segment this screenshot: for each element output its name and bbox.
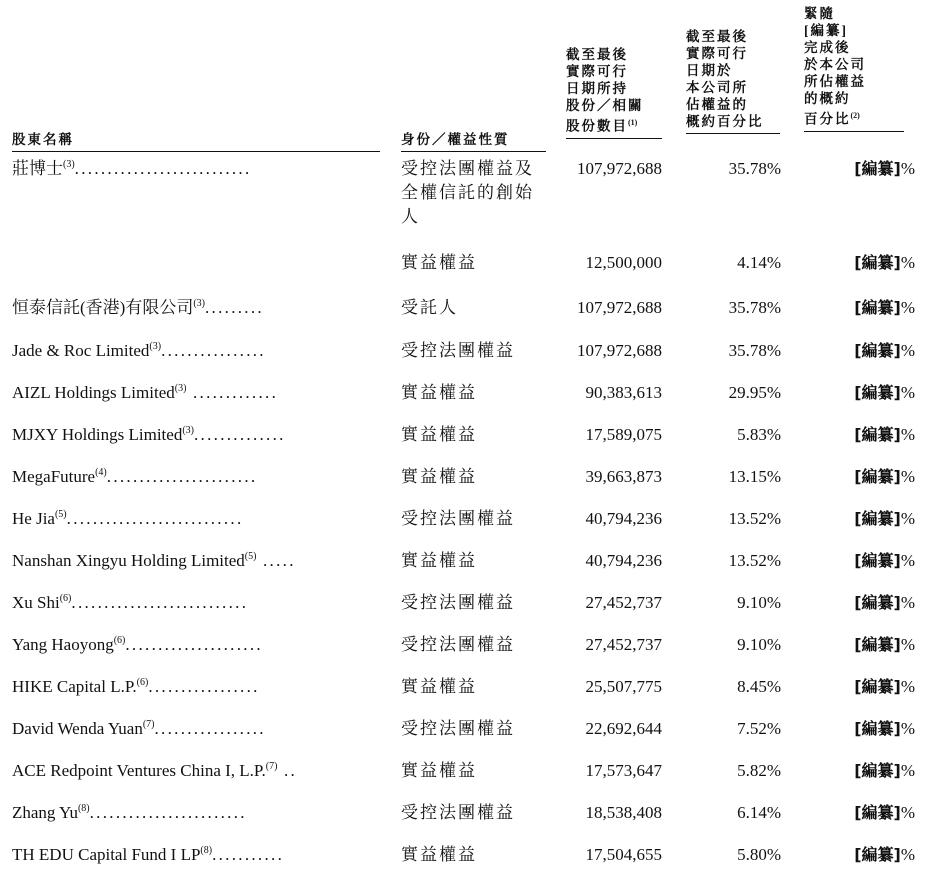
table-row: [0, 801, 927, 825]
share-count: 107,972,688: [577, 298, 662, 317]
shareholder-name: He Jia$^{(5)}$...........................: [12, 509, 244, 528]
table-row: [0, 549, 927, 573]
table-row: [0, 423, 927, 447]
redacted-value: [編纂]: [854, 677, 901, 696]
share-count: 12,500,000: [585, 253, 662, 272]
percentage: 35.78%: [728, 341, 781, 360]
redacted-value: [編纂]: [854, 761, 901, 780]
share-count: 107,972,688: [577, 341, 662, 360]
note-ref: (3): [182, 425, 194, 436]
share-count: 22,692,644: [585, 719, 662, 738]
dot-leader: ..............: [194, 425, 286, 444]
note-ref: (3): [174, 383, 187, 394]
percentage: 13.15%: [728, 467, 781, 486]
after-percentage: [790, 759, 915, 783]
after-percentage: [790, 157, 915, 181]
percentage: 5.83%: [737, 425, 781, 444]
shareholder-name: ACE Redpoint Ventures China I, L.P.$^{(7)}$ ..: [12, 761, 298, 780]
share-count: 39,663,873: [585, 467, 662, 486]
percent-sign: %: [900, 298, 915, 317]
note-ref: (3): [149, 341, 162, 352]
percent-sign: %: [900, 467, 915, 486]
percent-sign: %: [900, 635, 915, 654]
redacted-value: [編纂]: [854, 719, 901, 738]
capacity: 受控法團權益: [401, 509, 515, 528]
capacity: 實益權益: [401, 551, 477, 570]
pct-line: 實際可行: [686, 46, 748, 61]
dot-leader: .................: [154, 719, 266, 738]
pct-line: 本公司所: [686, 80, 748, 95]
percentage: 9.10%: [737, 635, 781, 654]
shareholder-name: Xu Shi$^{(6)}$...........................: [12, 593, 249, 612]
percent-sign: %: [900, 593, 915, 612]
shareholder-name: Nanshan Xingyu Holding Limited$^{(5)}$ .....: [12, 551, 296, 570]
pct-line: 日期於: [686, 63, 733, 78]
percent-sign: %: [900, 551, 915, 570]
capacity: 實益權益: [401, 383, 477, 402]
note-ref: (8): [200, 845, 213, 856]
shares-line: 股份數目$^{(1)}$: [566, 118, 638, 134]
capacity: 實益權益: [401, 253, 477, 272]
share-count: 40,794,236: [585, 551, 662, 570]
after-percentage: [790, 801, 915, 825]
percent-sign: %: [900, 845, 915, 864]
shares-note: (1): [628, 118, 638, 127]
note-ref: (3): [193, 298, 205, 309]
after-line: 所佔權益: [804, 74, 866, 89]
note-ref: (6): [136, 677, 149, 688]
redacted-value: [編纂]: [854, 845, 901, 864]
percentage: 35.78%: [728, 298, 781, 317]
percentage: 5.82%: [737, 761, 781, 780]
redacted-value: [編纂]: [854, 341, 901, 360]
percent-sign: %: [900, 719, 915, 738]
after-percentage: [790, 339, 915, 363]
capacity: 受控法團權益: [401, 719, 515, 738]
after-percentage: [790, 675, 915, 699]
shareholder-name: David Wenda Yuan$^{(7)}$.................: [12, 719, 266, 738]
table-row: [0, 591, 927, 615]
dot-leader: .....................: [125, 635, 263, 654]
dot-leader: .......................: [106, 467, 258, 486]
percentage: 7.52%: [737, 719, 781, 738]
after-line: 緊隨: [804, 6, 835, 21]
capacity: 受託人: [401, 298, 458, 317]
after-line: 完成後: [804, 40, 851, 55]
percentage: 4.14%: [737, 253, 781, 272]
share-count: 17,573,647: [585, 761, 662, 780]
redacted-value: [編纂]: [854, 593, 901, 612]
redacted-value: [編纂]: [854, 298, 901, 317]
share-count: 27,452,737: [585, 635, 662, 654]
table-row: [0, 465, 927, 489]
percent-sign: %: [900, 383, 915, 402]
capacity: 受控法團權益: [401, 593, 515, 612]
after-line: 的概約: [804, 91, 851, 106]
after-line: 百分比$^{(2)}$: [804, 111, 860, 127]
shareholder-name: 莊博士$^{(3)}$...........................: [12, 159, 252, 178]
redacted-value: [編纂]: [854, 509, 901, 528]
header-percentage: [686, 28, 780, 134]
table-row: [0, 157, 927, 226]
table-row: [0, 843, 927, 867]
dot-leader: ...........................: [66, 509, 244, 528]
pct-line: 截至最後: [686, 29, 748, 44]
percent-sign: %: [900, 341, 915, 360]
dot-leader: .............: [186, 383, 279, 402]
after-percentage: [790, 591, 915, 615]
percentage: 29.95%: [728, 383, 781, 402]
capacity: 受控法團權益及全權信託的創始人: [401, 159, 534, 226]
note-ref: (5): [244, 551, 257, 562]
share-count: 18,538,408: [585, 803, 662, 822]
after-percentage: [790, 717, 915, 741]
header-capacity-text: 身份／權益性質: [401, 132, 510, 147]
after-percentage: [790, 549, 915, 573]
shareholder-name: TH EDU Capital Fund I LP$^{(8)}$...........: [12, 845, 285, 864]
table-row: [0, 251, 927, 275]
pct-line: 概約百分比: [686, 114, 764, 129]
dot-leader: ........................: [89, 803, 247, 822]
redacted-value: [編纂]: [854, 467, 901, 486]
share-count: 27,452,737: [585, 593, 662, 612]
shareholder-name: Yang Haoyong$^{(6)}$.....................: [12, 635, 263, 654]
capacity: 實益權益: [401, 677, 477, 696]
share-count: 17,504,655: [585, 845, 662, 864]
redacted-value: [編纂]: [854, 253, 901, 272]
after-percentage: [790, 843, 915, 867]
note-ref: (3): [63, 159, 75, 170]
share-count: 40,794,236: [585, 509, 662, 528]
after-percentage: [790, 423, 915, 447]
share-count: 107,972,688: [577, 159, 662, 178]
note-ref: (7): [142, 719, 155, 730]
percentage: 13.52%: [728, 509, 781, 528]
dot-leader: ...........: [212, 845, 285, 864]
table-row: [0, 759, 927, 783]
note-ref: (7): [265, 761, 278, 772]
dot-leader: ..: [277, 761, 298, 780]
redacted-value: [編纂]: [854, 635, 901, 654]
redacted-value: [編纂]: [854, 425, 901, 444]
after-note: (2): [850, 111, 860, 120]
after-line: [編纂]: [804, 23, 848, 38]
capacity: 受控法團權益: [401, 341, 515, 360]
percent-sign: %: [900, 509, 915, 528]
pct-line: 佔權益的: [686, 97, 748, 112]
after-percentage: [790, 381, 915, 405]
note-ref: (5): [54, 509, 67, 520]
shares-line: 日期所持: [566, 81, 628, 96]
shareholder-name: MegaFuture$^{(4)}$.......................: [12, 467, 258, 486]
table-row: [0, 633, 927, 657]
after-percentage: [790, 465, 915, 489]
percent-sign: %: [900, 761, 915, 780]
header-shares: [566, 46, 662, 139]
table-row: [0, 717, 927, 741]
percent-sign: %: [900, 677, 915, 696]
after-percentage: [790, 633, 915, 657]
share-count: 90,383,613: [585, 383, 662, 402]
shares-line: 實際可行: [566, 64, 628, 79]
capacity: 實益權益: [401, 845, 477, 864]
after-percentage: [790, 251, 915, 275]
dot-leader: .........: [205, 298, 264, 317]
redacted-value: [編纂]: [854, 551, 901, 570]
note-ref: (6): [113, 635, 126, 646]
shares-line: 截至最後: [566, 47, 628, 62]
percent-sign: %: [900, 803, 915, 822]
shares-line: 股份／相關: [566, 98, 644, 113]
shareholder-name: AIZL Holdings Limited$^{(3)}$ .............: [12, 383, 279, 402]
table-row: [0, 339, 927, 363]
note-ref: (8): [77, 803, 90, 814]
header-shareholder-name: [12, 131, 380, 152]
after-line: 於本公司: [804, 57, 866, 72]
after-percentage: [790, 507, 915, 531]
redacted-value: [編纂]: [854, 383, 901, 402]
header-capacity: [401, 131, 546, 152]
table-row: [0, 381, 927, 405]
header-name-text: 股東名稱: [12, 132, 74, 147]
dot-leader: .................: [148, 677, 260, 696]
percentage: 5.80%: [737, 845, 781, 864]
table-row: [0, 296, 927, 320]
redacted-value: [編纂]: [854, 159, 901, 178]
percent-sign: %: [900, 159, 915, 178]
capacity: 受控法團權益: [401, 635, 515, 654]
shareholder-name: Jade & Roc Limited$^{(3)}$................: [12, 341, 266, 360]
percentage: 13.52%: [728, 551, 781, 570]
dot-leader: .....: [256, 551, 296, 570]
percentage: 35.78%: [728, 159, 781, 178]
table-row: [0, 507, 927, 531]
header-after-percentage: [804, 5, 904, 132]
percent-sign: %: [900, 425, 915, 444]
percentage: 8.45%: [737, 677, 781, 696]
percentage: 9.10%: [737, 593, 781, 612]
dot-leader: ...........................: [71, 593, 249, 612]
after-percentage: [790, 296, 915, 320]
share-count: 25,507,775: [585, 677, 662, 696]
percent-sign: %: [900, 253, 915, 272]
note-ref: (6): [59, 593, 72, 604]
shareholder-name: MJXY Holdings Limited$^{(3)}$..............: [12, 425, 286, 444]
shareholder-name: Zhang Yu$^{(8)}$........................: [12, 803, 247, 822]
capacity: 實益權益: [401, 425, 477, 444]
redacted-value: [編纂]: [854, 803, 901, 822]
shareholder-name: HIKE Capital L.P.$^{(6)}$.................: [12, 677, 260, 696]
capacity: 實益權益: [401, 467, 477, 486]
table-row: [0, 675, 927, 699]
share-count: 17,589,075: [585, 425, 662, 444]
dot-leader: ................: [161, 341, 266, 360]
note-ref: (4): [95, 467, 107, 478]
shareholder-name: 恒泰信託(香港)有限公司$^{(3)}$.........: [12, 298, 264, 317]
capacity: 實益權益: [401, 761, 477, 780]
capacity: 受控法團權益: [401, 803, 515, 822]
dot-leader: ...........................: [74, 159, 252, 178]
percentage: 6.14%: [737, 803, 781, 822]
